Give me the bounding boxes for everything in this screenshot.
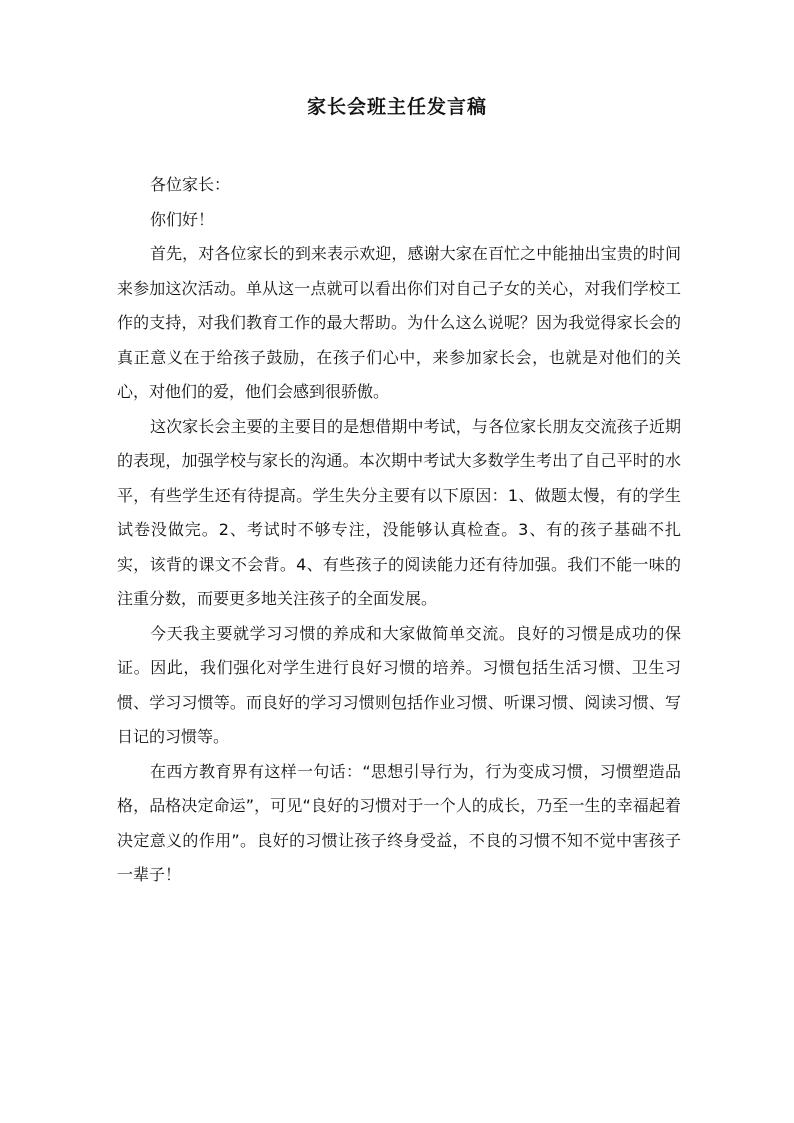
paragraph-study-habits: 今天我主要就学习习惯的养成和大家做简单交流。良好的习惯是成功的保证。因此，我们强化对学生进行良好习惯的培养。习惯包括生活习惯、卫生习惯、学习习惯等。而良好的学习习惯则包括作业习惯、听课习惯、阅读习惯、写日记的习惯等。 [117, 623, 681, 746]
greeting: 你们好！ [150, 209, 215, 229]
paragraph-welcome: 首先，对各位家长的到来表示欢迎，感谢大家在百忙之中能抽出宝贵的时间来参加这次活动。单从这一点就可以看出你们对自己子女的关心，对我们学校工作的支持，对我们教育工作的最大帮助。为什么这么说呢？因为我觉得家长会的真正意义在于给孩子鼓励，在孩子们心中，来参加家长会，也就是对他们的关心，对他们的爱，他们会感到很骄傲。 [117, 244, 681, 401]
document-body [117, 168, 681, 893]
document-title: 家长会班主任发言稿 [306, 96, 487, 118]
salutation: 各位家长： [150, 175, 231, 194]
paragraph-western-saying: 在西方教育界有这样一句话：“思想引导行为，行为变成习惯，习惯塑造品格，品格决定命运”，可见“良好的习惯对于一个人的成长，乃至一生的幸福起着决定意义的作用”。良好的习惯让孩子终身受益，不良的习惯不知不觉中害孩子一辈子！ [117, 761, 681, 884]
paragraph-exam-review: 这次家长会主要的主要目的是想借期中考试，与各位家长朋友交流孩子近期的表现，加强学校与家长的沟通。本次期中考试大多数学生考出了自己平时的水平，有些学生还有待提高。学生失分主要有以下原因：1、做题太慢，有的学生试卷没做完。2、考试时不够专注，没能够认真检查。3、有的孩子基础不扎实，该背的课文不会背。4、有些孩子的阅读能力还有待加强。我们不能一味的注重分数，而要更多地关注孩子的全面发展。 [117, 416, 681, 608]
